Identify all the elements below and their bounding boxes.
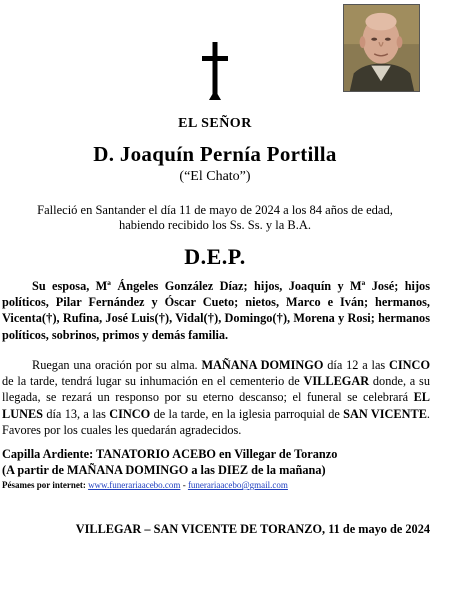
condolence-line — [2, 480, 430, 491]
funeral-day: EL LUNES — [2, 390, 430, 421]
footer-text: VILLEGAR – SAN VICENTE DE TORANZO, 11 de mayo de 2024 — [75, 522, 430, 536]
family-paragraph — [2, 278, 430, 343]
prayer-text: Ruegan una oración por su alma. — [32, 358, 202, 372]
death-line-1: Falleció en Santander el día 11 de mayo de 2024 a los 84 años de edad, — [37, 203, 393, 217]
prayer-text: de la tarde, tendrá lugar su inhumación en el cementerio de — [2, 374, 304, 389]
condolence-label: Pésames por internet: — [2, 480, 86, 490]
chapel-line-2: (A partir de MAÑANA DOMINGO a las DIEZ de la mañana) — [2, 462, 326, 477]
church-name: SAN VICENTE — [343, 406, 427, 421]
deceased-name: D. Joaquín Pernía Portilla — [93, 142, 337, 166]
link-separator: - — [180, 480, 188, 490]
email-link[interactable]: funerariaacebo@gmail.com — [187, 480, 288, 490]
funeral-hour: CINCO — [109, 406, 151, 421]
latin-cross-icon — [200, 42, 230, 100]
service-paragraph — [2, 357, 430, 438]
portrait-photo — [343, 4, 420, 92]
nickname: (“El Chato”) — [179, 169, 251, 184]
prayer-day: MAÑANA DOMINGO — [201, 358, 324, 372]
footer-place-date — [0, 522, 430, 537]
prayer-text: . Favores por los cuales les quedarán agradecidos. — [2, 406, 430, 437]
chapel-info — [2, 447, 430, 478]
prayer-text: día 12 a las — [323, 358, 390, 372]
honorific-title: EL SEÑOR — [178, 116, 252, 131]
death-notice — [0, 203, 430, 233]
death-line-2: habiendo recibido los Ss. Ss. y la B.A. — [118, 218, 311, 232]
cemetery-place: VILLEGAR — [303, 374, 370, 389]
dep-heading: D.E.P. — [184, 244, 246, 269]
prayer-text: donde, a su llegada, se rezará un responso por su eterno descanso; el funeral se celebrará — [2, 374, 430, 405]
family-text: Su esposa, Mª Ángeles González Díaz; hijos, Joaquín y Mª José; hijos políticos, Pilar Fernández y Óscar Cueto; nietos, Marco e Iván; hermanos, Vicenta(†), Rufina, José Luis(†), Vidal(†), Domingo(†), Morena y Rosi; hermanos políticos, sobrinos, primos y demás familia. — [2, 279, 430, 342]
prayer-text: día 13, a las — [43, 406, 110, 421]
chapel-line-1: Capilla Ardiente: TANATORIO ACEBO en Villegar de Toranzo — [2, 447, 338, 461]
burial-hour: CINCO — [389, 358, 431, 372]
prayer-text: de la tarde, en la iglesia parroquial de — [150, 406, 344, 421]
website-link[interactable]: www.funerariaacebo.com — [88, 480, 181, 490]
